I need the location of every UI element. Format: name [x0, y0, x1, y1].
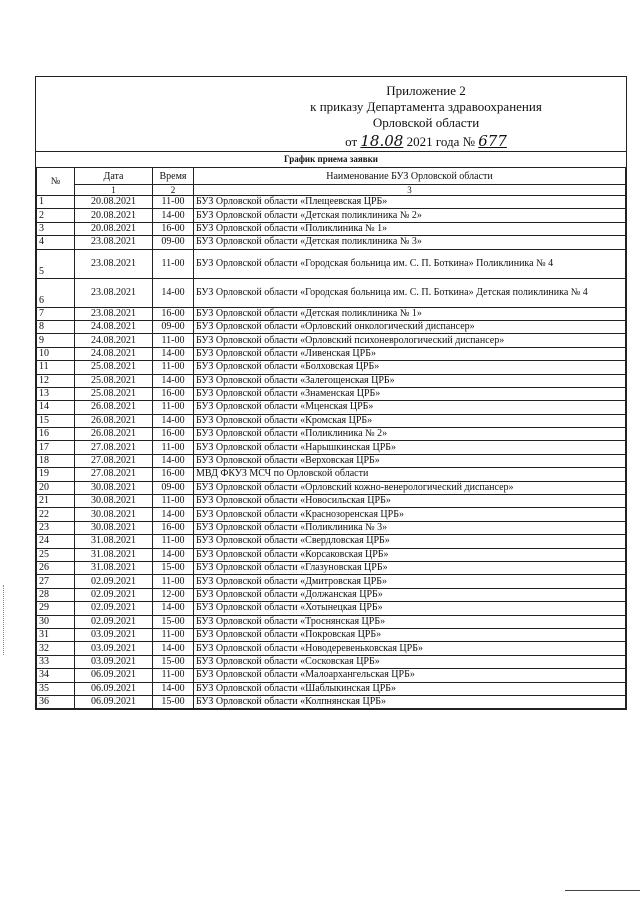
row-date: 02.09.2021 — [75, 602, 153, 615]
row-number: 33 — [37, 655, 75, 668]
row-number: 24 — [37, 535, 75, 548]
row-name: БУЗ Орловской области «Хотынецкая ЦРБ» — [194, 602, 626, 615]
row-number: 35 — [37, 682, 75, 695]
row-number: 6 — [37, 278, 75, 307]
row-date: 06.09.2021 — [75, 695, 153, 708]
row-number: 13 — [37, 387, 75, 400]
table-row — [37, 628, 626, 641]
row-date: 25.08.2021 — [75, 387, 153, 400]
schedule-title: График приема заявки — [284, 154, 378, 164]
row-time: 15-00 — [153, 615, 194, 628]
row-time: 11-00 — [153, 441, 194, 454]
row-name: БУЗ Орловской области «Городская больница им. С. П. Боткина» Детская поликлиника № 4 — [194, 278, 626, 307]
row-time: 14-00 — [153, 454, 194, 467]
row-number: 5 — [37, 249, 75, 278]
document-sheet — [35, 76, 627, 710]
row-time: 11-00 — [153, 196, 194, 209]
row-date: 27.08.2021 — [75, 454, 153, 467]
row-number: 29 — [37, 602, 75, 615]
table-row — [37, 561, 626, 574]
table-row — [37, 454, 626, 467]
row-time: 14-00 — [153, 682, 194, 695]
row-date: 03.09.2021 — [75, 642, 153, 655]
row-time: 12-00 — [153, 588, 194, 601]
table-row — [37, 428, 626, 441]
row-date: 23.08.2021 — [75, 249, 153, 278]
row-date: 30.08.2021 — [75, 508, 153, 521]
row-date: 24.08.2021 — [75, 320, 153, 333]
row-date: 31.08.2021 — [75, 561, 153, 574]
order-reference: к приказу Департамента здравоохранения — [310, 99, 542, 114]
row-name: МВД ФКУЗ МСЧ по Орловской области — [194, 468, 626, 481]
table-header-row — [37, 168, 626, 185]
table-row — [37, 655, 626, 668]
table-row — [37, 441, 626, 454]
row-date: 06.09.2021 — [75, 669, 153, 682]
row-date: 31.08.2021 — [75, 548, 153, 561]
row-name: БУЗ Орловской области «Орловский онкологический диспансер» — [194, 320, 626, 333]
row-name: БУЗ Орловской области «Поликлиника № 3» — [194, 521, 626, 534]
row-name: БУЗ Орловской области «Кромская ЦРБ» — [194, 414, 626, 427]
row-number: 14 — [37, 401, 75, 414]
row-number: 16 — [37, 428, 75, 441]
from-label: от — [345, 134, 358, 149]
row-number: 15 — [37, 414, 75, 427]
table-row — [37, 334, 626, 347]
row-time: 14-00 — [153, 548, 194, 561]
col-index-2: 2 — [153, 185, 194, 196]
row-date: 02.09.2021 — [75, 588, 153, 601]
row-name: БУЗ Орловской области «Городская больница им. С. П. Боткина» Поликлиника № 4 — [194, 249, 626, 278]
row-number: 12 — [37, 374, 75, 387]
row-date: 27.08.2021 — [75, 441, 153, 454]
row-time: 14-00 — [153, 209, 194, 222]
row-number: 31 — [37, 628, 75, 641]
row-number: 4 — [37, 236, 75, 249]
row-number: 22 — [37, 508, 75, 521]
header-time: Время — [153, 168, 194, 185]
table-row — [37, 468, 626, 481]
table-row — [37, 387, 626, 400]
row-time: 16-00 — [153, 307, 194, 320]
row-number: 3 — [37, 222, 75, 235]
row-name: БУЗ Орловской области «Малоархангельская ЦРБ» — [194, 669, 626, 682]
row-date: 30.08.2021 — [75, 521, 153, 534]
row-name: БУЗ Орловской области «Детская поликлиника № 2» — [194, 209, 626, 222]
row-time: 15-00 — [153, 561, 194, 574]
region-name: Орловской области — [372, 115, 480, 130]
table-row — [37, 602, 626, 615]
row-date: 27.08.2021 — [75, 468, 153, 481]
row-time: 09-00 — [153, 236, 194, 249]
row-date: 02.09.2021 — [75, 615, 153, 628]
row-number: 2 — [37, 209, 75, 222]
row-date: 06.09.2021 — [75, 682, 153, 695]
row-name: БУЗ Орловской области «Детская поликлиника № 3» — [194, 236, 626, 249]
handwritten-date: 18.08 — [360, 132, 404, 150]
row-number: 20 — [37, 481, 75, 494]
row-date: 23.08.2021 — [75, 236, 153, 249]
row-number: 1 — [37, 196, 75, 209]
row-name: БУЗ Орловской области «Поликлиника № 1» — [194, 222, 626, 235]
row-name: БУЗ Орловской области «Залегощенская ЦРБ» — [194, 374, 626, 387]
row-name: БУЗ Орловской области «Краснозоренская ЦРБ» — [194, 508, 626, 521]
row-time: 15-00 — [153, 655, 194, 668]
row-name: БУЗ Орловской области «Ливенская ЦРБ» — [194, 347, 626, 360]
row-number: 19 — [37, 468, 75, 481]
table-row — [37, 481, 626, 494]
row-time: 11-00 — [153, 361, 194, 374]
column-index-row — [37, 185, 626, 196]
row-number: 7 — [37, 307, 75, 320]
row-date: 03.09.2021 — [75, 628, 153, 641]
row-number: 18 — [37, 454, 75, 467]
row-time: 11-00 — [153, 495, 194, 508]
row-date: 26.08.2021 — [75, 428, 153, 441]
row-time: 15-00 — [153, 695, 194, 708]
table-row — [37, 249, 626, 278]
row-number: 8 — [37, 320, 75, 333]
row-date: 30.08.2021 — [75, 481, 153, 494]
row-time: 14-00 — [153, 642, 194, 655]
row-date: 03.09.2021 — [75, 655, 153, 668]
row-name: БУЗ Орловской области «Колпнянская ЦРБ» — [194, 695, 626, 708]
table-row — [37, 401, 626, 414]
row-name: БУЗ Орловской области «Мценская ЦРБ» — [194, 401, 626, 414]
table-row — [37, 222, 626, 235]
row-name: БУЗ Орловской области «Нарышкинская ЦРБ» — [194, 441, 626, 454]
row-date: 23.08.2021 — [75, 278, 153, 307]
row-time: 16-00 — [153, 387, 194, 400]
table-row — [37, 695, 626, 708]
row-name: БУЗ Орловской области «Детская поликлиника № 1» — [194, 307, 626, 320]
table-row — [37, 535, 626, 548]
col-index-1: 1 — [75, 185, 153, 196]
row-date: 02.09.2021 — [75, 575, 153, 588]
row-time: 14-00 — [153, 278, 194, 307]
document-header — [36, 77, 626, 152]
row-name: БУЗ Орловской области «Троснянская ЦРБ» — [194, 615, 626, 628]
row-name: БУЗ Орловской области «Покровская ЦРБ» — [194, 628, 626, 641]
row-time: 14-00 — [153, 347, 194, 360]
row-number: 36 — [37, 695, 75, 708]
appendix-title: Приложение 2 — [386, 83, 466, 98]
row-number: 17 — [37, 441, 75, 454]
row-time: 11-00 — [153, 401, 194, 414]
table-row — [37, 588, 626, 601]
row-number: 23 — [37, 521, 75, 534]
row-name: БУЗ Орловской области «Знаменская ЦРБ» — [194, 387, 626, 400]
table-row — [37, 209, 626, 222]
row-date: 30.08.2021 — [75, 495, 153, 508]
header-date: Дата — [75, 168, 153, 185]
table-row — [37, 521, 626, 534]
table-row — [37, 575, 626, 588]
row-name: БУЗ Орловской области «Болховская ЦРБ» — [194, 361, 626, 374]
row-time: 11-00 — [153, 628, 194, 641]
row-name: БУЗ Орловской области «Поликлиника № 2» — [194, 428, 626, 441]
row-number: 32 — [37, 642, 75, 655]
table-row — [37, 347, 626, 360]
row-name: БУЗ Орловской области «Свердловская ЦРБ» — [194, 535, 626, 548]
row-name: БУЗ Орловской области «Новодеревеньковская ЦРБ» — [194, 642, 626, 655]
handwritten-number: 677 — [478, 132, 507, 150]
row-name: БУЗ Орловской области «Глазуновская ЦРБ» — [194, 561, 626, 574]
row-time: 09-00 — [153, 481, 194, 494]
row-name: БУЗ Орловской области «Должанская ЦРБ» — [194, 588, 626, 601]
row-date: 20.08.2021 — [75, 209, 153, 222]
row-time: 11-00 — [153, 334, 194, 347]
row-number: 25 — [37, 548, 75, 561]
row-time: 16-00 — [153, 428, 194, 441]
table-row — [37, 414, 626, 427]
row-number: 10 — [37, 347, 75, 360]
order-date-line — [36, 132, 626, 150]
row-number: 30 — [37, 615, 75, 628]
row-name: БУЗ Орловской области «Орловский психоневрологический диспансер» — [194, 334, 626, 347]
header-num: № — [37, 168, 75, 196]
row-time: 14-00 — [153, 508, 194, 521]
row-date: 26.08.2021 — [75, 414, 153, 427]
table-row — [37, 682, 626, 695]
header-name: Наименование БУЗ Орловской области — [194, 168, 626, 185]
row-number: 27 — [37, 575, 75, 588]
table-row — [37, 548, 626, 561]
row-time: 16-00 — [153, 222, 194, 235]
row-date: 24.08.2021 — [75, 334, 153, 347]
row-date: 24.08.2021 — [75, 347, 153, 360]
row-number: 11 — [37, 361, 75, 374]
table-row — [37, 320, 626, 333]
table-row — [37, 278, 626, 307]
table-row — [37, 374, 626, 387]
row-time: 11-00 — [153, 575, 194, 588]
row-name: БУЗ Орловской области «Сосковская ЦРБ» — [194, 655, 626, 668]
table-row — [37, 495, 626, 508]
row-time: 11-00 — [153, 249, 194, 278]
row-date: 25.08.2021 — [75, 374, 153, 387]
row-name: БУЗ Орловской области «Новосильская ЦРБ» — [194, 495, 626, 508]
row-date: 31.08.2021 — [75, 535, 153, 548]
row-time: 16-00 — [153, 521, 194, 534]
row-number: 26 — [37, 561, 75, 574]
schedule-table — [36, 167, 626, 709]
row-name: БУЗ Орловской области «Корсаковская ЦРБ» — [194, 548, 626, 561]
row-time: 14-00 — [153, 602, 194, 615]
table-row — [37, 236, 626, 249]
bottom-rule — [565, 890, 640, 891]
table-row — [37, 642, 626, 655]
row-time: 11-00 — [153, 535, 194, 548]
row-name: БУЗ Орловской области «Верховская ЦРБ» — [194, 454, 626, 467]
row-date: 23.08.2021 — [75, 307, 153, 320]
col-index-3: 3 — [194, 185, 626, 196]
row-time: 14-00 — [153, 374, 194, 387]
row-name: БУЗ Орловской области «Плещеевская ЦРБ» — [194, 196, 626, 209]
row-time: 09-00 — [153, 320, 194, 333]
year-text: 2021 года № — [406, 134, 475, 149]
row-time: 11-00 — [153, 669, 194, 682]
table-row — [37, 307, 626, 320]
row-time: 16-00 — [153, 468, 194, 481]
scan-margin-mark — [3, 585, 5, 655]
row-name: БУЗ Орловской области «Шаблыкинская ЦРБ» — [194, 682, 626, 695]
row-date: 20.08.2021 — [75, 196, 153, 209]
table-row — [37, 196, 626, 209]
row-date: 20.08.2021 — [75, 222, 153, 235]
row-number: 28 — [37, 588, 75, 601]
row-time: 14-00 — [153, 414, 194, 427]
table-row — [37, 669, 626, 682]
row-date: 26.08.2021 — [75, 401, 153, 414]
row-name: БУЗ Орловской области «Орловский кожно-венерологический диспансер» — [194, 481, 626, 494]
table-row — [37, 615, 626, 628]
table-row — [37, 508, 626, 521]
row-name: БУЗ Орловской области «Дмитровская ЦРБ» — [194, 575, 626, 588]
row-date: 25.08.2021 — [75, 361, 153, 374]
row-number: 9 — [37, 334, 75, 347]
row-number: 34 — [37, 669, 75, 682]
table-row — [37, 361, 626, 374]
row-number: 21 — [37, 495, 75, 508]
